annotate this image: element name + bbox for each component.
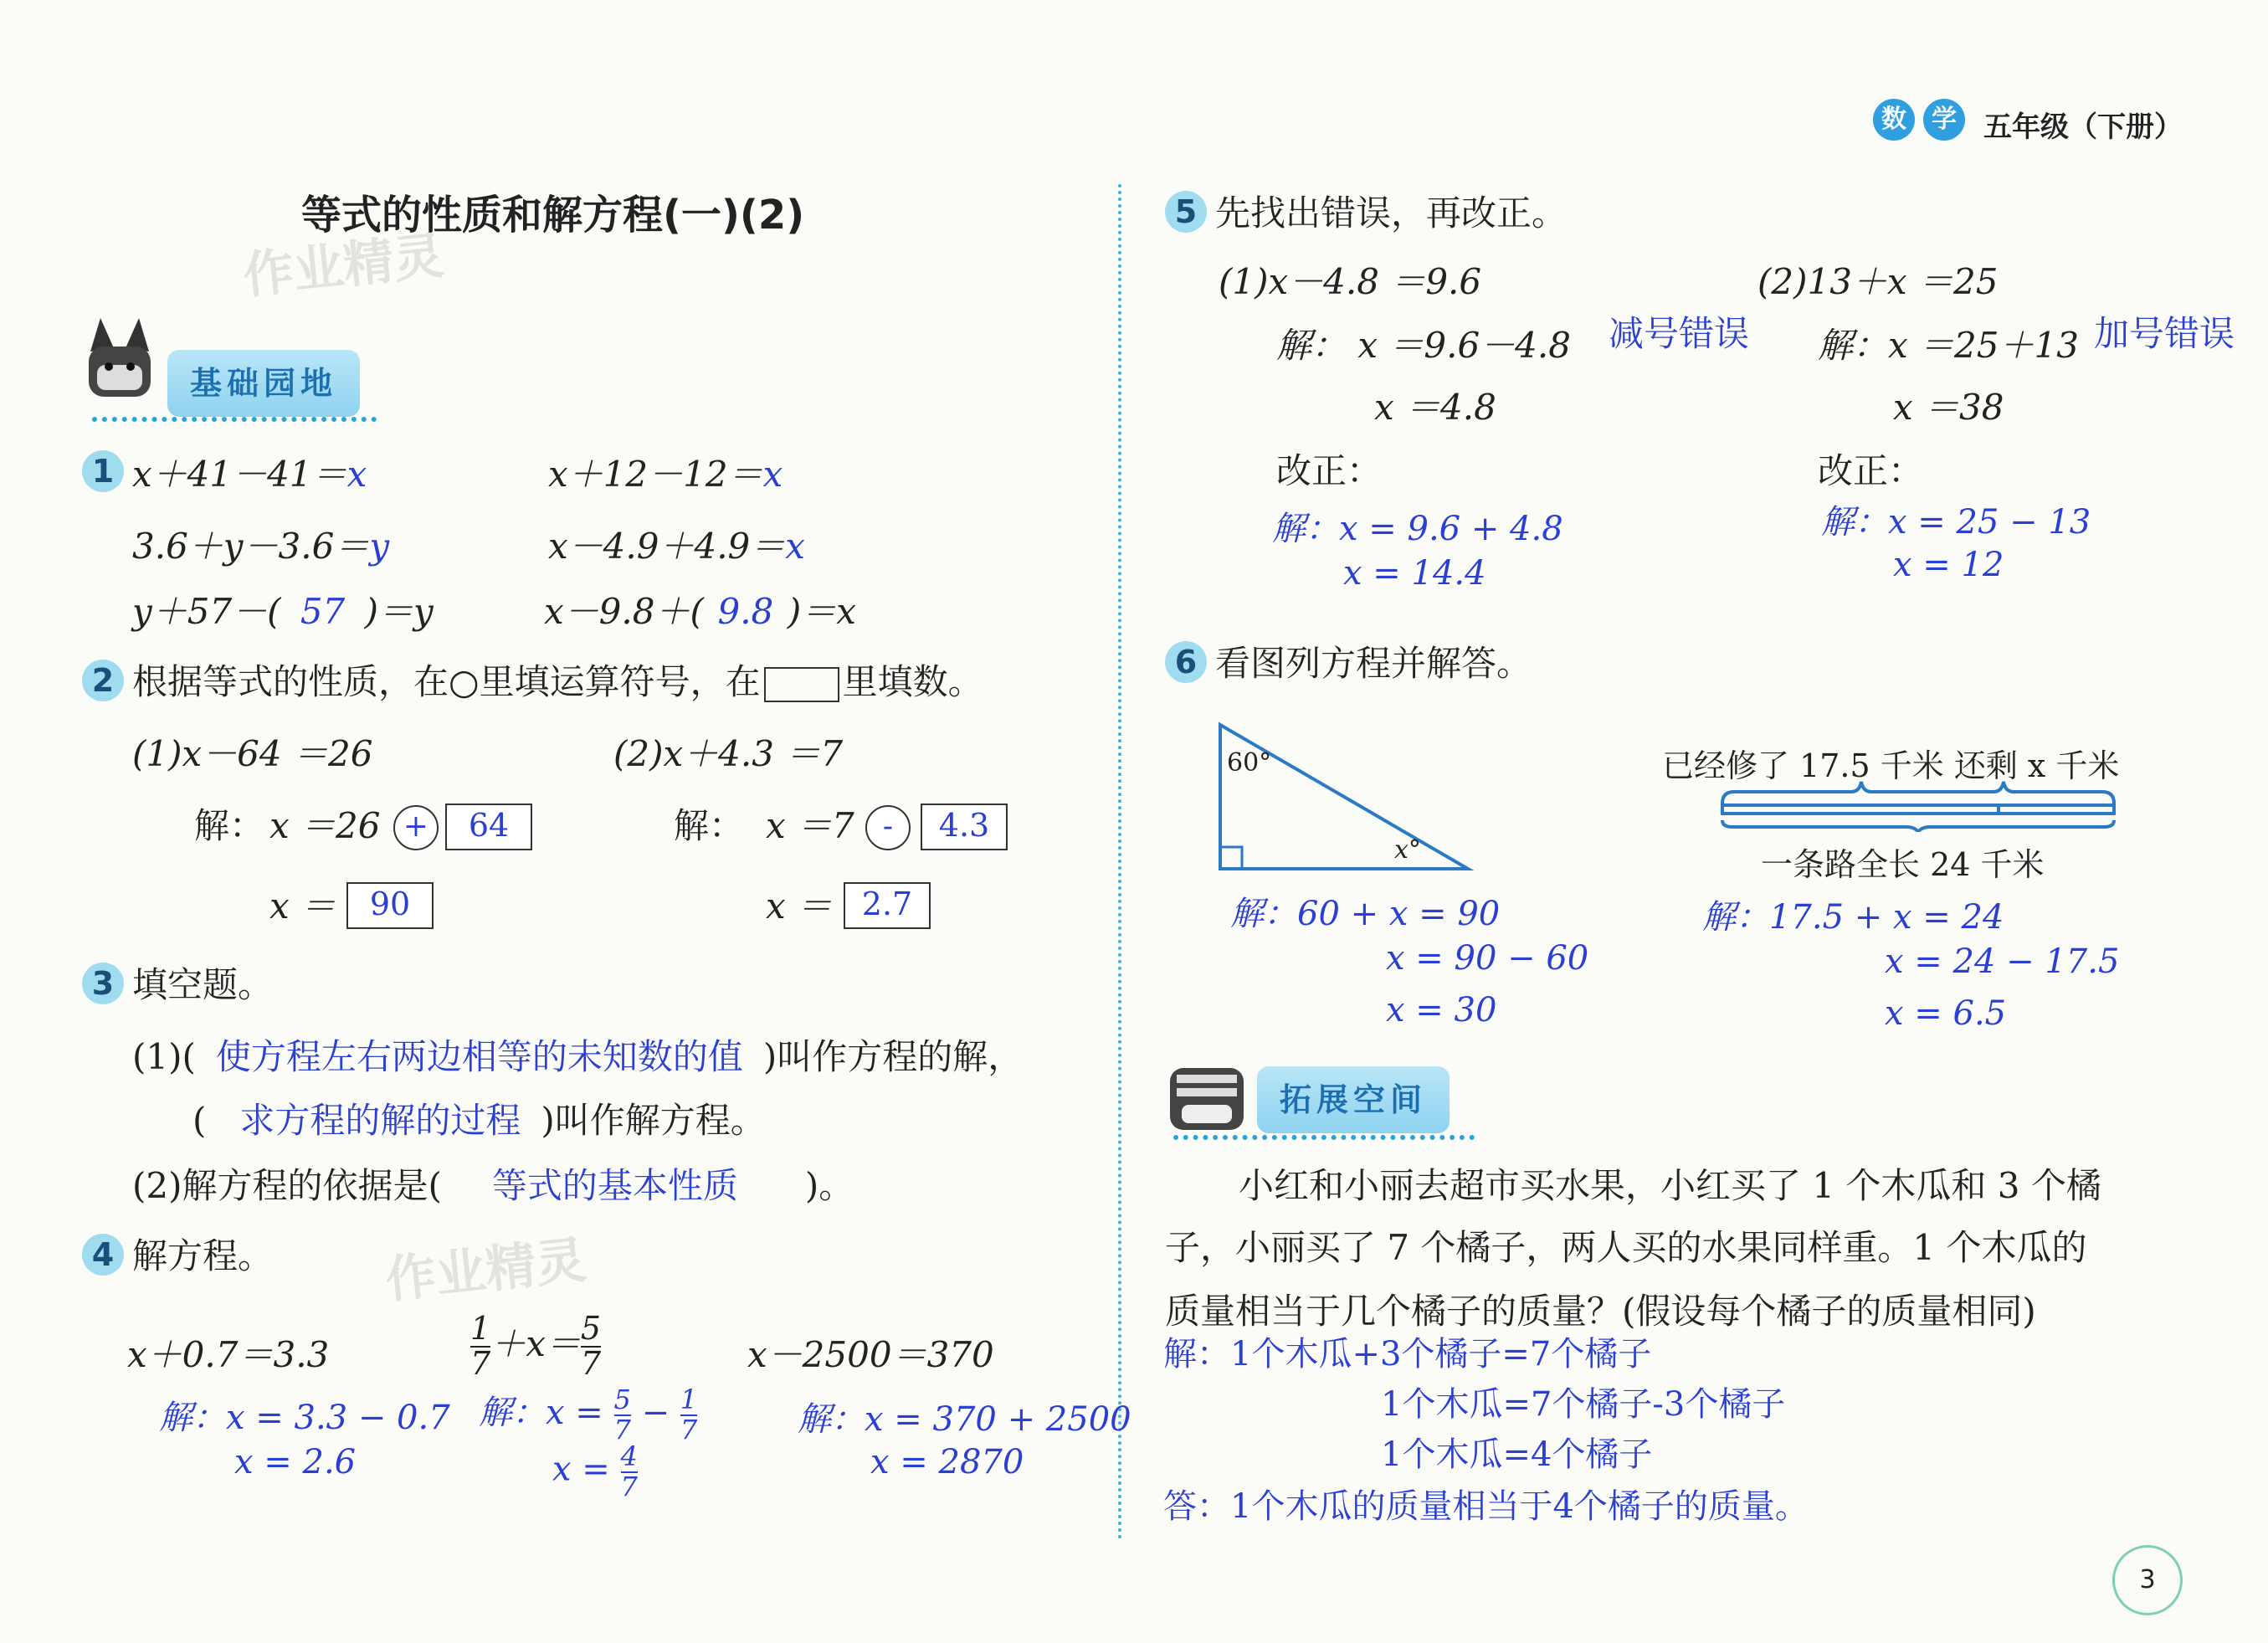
q4-e2-s1-n1: 5 (613, 1384, 631, 1416)
triangle-figure (1212, 720, 1480, 879)
q5-prompt: 先找出错误，再改正。 (1215, 193, 1568, 234)
section-basic: 基础园地 (167, 350, 360, 417)
q2-prompt-box (764, 667, 839, 702)
subject-badge-2: 学 (1923, 99, 1965, 141)
triangle-angle-x: x° (1394, 835, 1421, 865)
q1-r2-left-answer: y (369, 526, 390, 567)
page-number: 3 (2112, 1545, 2183, 1615)
q4-e1-step1: 解：x = 3.3 − 0.7 (159, 1399, 450, 1437)
q5-p1-line1: 解： x ＝9.6－4.8 (1276, 325, 1571, 366)
q2-p2-result: 2.7 (844, 882, 931, 929)
q4-e2-x: x = (552, 1450, 610, 1489)
ext-line-2: 子，小丽买了 7 个橘子，两人买的水果同样重。1 个木瓜的 (1165, 1227, 2087, 1268)
q5-p2-fix-label: 改正： (1818, 450, 1924, 491)
ext-answer-4: 答：1个木瓜的质量相当于4个橘子的质量。 (1163, 1487, 1809, 1526)
q2-p1-box: 64 (445, 804, 532, 850)
road-bracket-figure (1717, 778, 2119, 832)
question-number-6: 6 (1165, 641, 1207, 683)
q4-e2-rden: 7 (580, 1344, 602, 1382)
q6-tri-step3: x = 30 (1386, 991, 1497, 1029)
q5-p2-equation: (2)13＋x ＝25 (1757, 261, 1999, 302)
q5-p1-fix-label: 改正： (1276, 450, 1383, 491)
q6-road-step2: x = 24 − 17.5 (1885, 942, 2120, 981)
q2-p2-x-eq: x ＝7 (766, 805, 854, 846)
ext-line-3: 质量相当于几个橘子的质量？(假设每个橘子的质量相同) (1165, 1291, 2036, 1332)
q2-p1-jie: 解： (194, 805, 265, 846)
q4-e2-num: 1 (470, 1310, 491, 1347)
ext-answer-1: 解：1个木瓜+3个橘子=7个橘子 (1163, 1335, 1652, 1373)
q1-r1-left-answer: x (346, 454, 367, 495)
q1-r1-right: x＋12－12＝ (548, 454, 763, 495)
section-divider (92, 412, 377, 422)
question-number-3: 3 (82, 963, 124, 1004)
q4-e2-s1-d2: 7 (680, 1414, 698, 1445)
q5-p1-equation: (1)x－4.8 ＝9.6 (1219, 261, 1482, 302)
q2-p2-operator: - (865, 805, 911, 850)
q1-r3-left-a: y＋57－( (132, 591, 281, 632)
q2-p1-x2: x ＝ (269, 886, 336, 927)
q1-r2-right: x－4.9＋4.9＝ (548, 526, 786, 567)
q1-r1-right-answer: x (762, 454, 783, 495)
section-divider-2 (1173, 1130, 1475, 1140)
q4-e2-s2-n: 4 (620, 1440, 638, 1472)
q2-p1-equation: (1)x－64 ＝26 (132, 733, 373, 774)
q4-e1: x＋0.7＝3.3 (127, 1334, 330, 1375)
q2-p1-x-eq: x ＝26 (269, 805, 381, 846)
page-title: 等式的性质和解方程(一)(2) (301, 192, 805, 239)
q1-r1-left: x＋41－41＝ (132, 454, 347, 495)
q4-e1-step2: x = 2.6 (234, 1443, 357, 1481)
road-bottom-label: 一条路全长 24 千米 (1761, 846, 2045, 883)
column-divider (1118, 184, 1121, 1540)
q3-l2-answer: 求方程的解的过程 (239, 1100, 521, 1141)
q4-e2-rnum: 5 (580, 1310, 602, 1347)
q4-e3: x－2500＝370 (747, 1334, 994, 1375)
watermark-2: 作业精灵 (382, 1230, 589, 1311)
q4-prompt: 解方程。 (132, 1235, 274, 1276)
q2-p2-x2: x ＝ (766, 886, 833, 927)
q4-e2-mid: ＋x＝ (490, 1322, 581, 1364)
ext-answer-3: 1个木瓜=4个橘子 (1381, 1435, 1653, 1474)
q6-prompt: 看图列方程并解答。 (1215, 643, 1532, 684)
q6-road-step3: x = 6.5 (1885, 994, 2007, 1033)
q2-p2-box: 4.3 (921, 804, 1008, 850)
triangle-angle-60: 60° (1227, 748, 1272, 778)
q3-l3-a: (2)解方程的依据是( (132, 1165, 442, 1206)
q3-l2-b: )叫作解方程。 (541, 1100, 766, 1141)
mascot-icon-2 (1165, 1060, 1249, 1137)
q3-l3-answer: 等式的基本性质 (491, 1165, 738, 1206)
q5-p1-error: 减号错误 (1609, 313, 1750, 354)
q4-e2-s2-d: 7 (620, 1470, 638, 1502)
section-extend: 拓展空间 (1257, 1066, 1450, 1133)
q4-e2-jie: 解：x = (479, 1394, 603, 1432)
q3-l1-a: (1)( (132, 1036, 196, 1077)
q5-p2-fix2: x = 12 (1893, 546, 2004, 584)
watermark: 作业精灵 (240, 226, 447, 306)
q3-l3-b: )。 (804, 1165, 854, 1206)
q1-r3-right-b: )＝x (787, 591, 856, 632)
q1-r2-right-answer: x (785, 526, 805, 567)
q2-prompt: 根据等式的性质，在○里填运算符号，在 (132, 661, 761, 702)
question-number-4: 4 (82, 1234, 124, 1276)
q5-p1-line2: x ＝4.8 (1374, 387, 1496, 428)
ext-line-1: 小红和小丽去超市买水果，小红买了 1 个木瓜和 3 个橘 (1239, 1165, 2101, 1206)
subject-badge-1: 数 (1873, 99, 1915, 141)
q5-p2-fix1: 解：x = 25 − 13 (1821, 503, 2091, 542)
q4-e2-den: 7 (470, 1344, 491, 1382)
q1-r3-left-answer: 57 (300, 591, 346, 632)
road-top-label: 已经修了 17.5 千米 还剩 x 千米 (1662, 747, 2120, 784)
q2-p1-result: 90 (346, 882, 434, 929)
q4-e2-s1-d1: 7 (613, 1414, 631, 1445)
q3-prompt: 填空题。 (132, 964, 274, 1005)
q2-p1-operator: + (393, 805, 439, 850)
q5-p1-fix2: x = 14.4 (1343, 554, 1486, 593)
question-number-2: 2 (82, 660, 124, 701)
q6-road-step1: 解：17.5 + x = 24 (1702, 898, 2004, 937)
ext-answer-2: 1个木瓜=7个橘子-3个橘子 (1381, 1385, 1786, 1424)
q1-r2-left: 3.6＋y－3.6＝ (132, 526, 370, 567)
q6-tri-step1: 解：60 + x = 90 (1230, 895, 1501, 933)
q1-r3-right-a: x－9.8＋( (544, 591, 704, 632)
question-number-1: 1 (82, 450, 124, 492)
q5-p2-line2: x ＝38 (1893, 387, 2004, 428)
q1-r3-right-answer: 9.8 (717, 591, 774, 632)
q6-tri-step2: x = 90 − 60 (1386, 939, 1589, 978)
q5-p2-line1: 解：x ＝25＋13 (1818, 325, 2079, 366)
q3-l2-a: ( (192, 1100, 207, 1141)
q2-prompt-end: 里填数。 (842, 661, 983, 702)
q1-r3-left-b: )＝y (364, 591, 434, 632)
q4-e3-step1: 解：x = 370 + 2500 (798, 1400, 1131, 1439)
mascot-icon (82, 318, 157, 410)
q2-p2-equation: (2)x＋4.3 ＝7 (613, 733, 844, 774)
q2-p2-jie: 解： (674, 805, 745, 846)
grade-label: 五年级（下册） (1983, 110, 2183, 144)
question-number-5: 5 (1165, 191, 1207, 233)
q3-l1-answer: 使方程左右两边相等的未知数的值 (215, 1036, 743, 1077)
q4-e2-s1-n2: 1 (680, 1384, 698, 1416)
q5-p2-error: 加号错误 (2094, 313, 2235, 354)
q3-l1-b: )叫作方程的解， (762, 1036, 1024, 1077)
q5-p1-fix1: 解：x = 9.6 + 4.8 (1272, 510, 1563, 548)
q4-e3-step2: x = 2870 (870, 1443, 1024, 1481)
q4-e2-minus: − (641, 1394, 670, 1432)
